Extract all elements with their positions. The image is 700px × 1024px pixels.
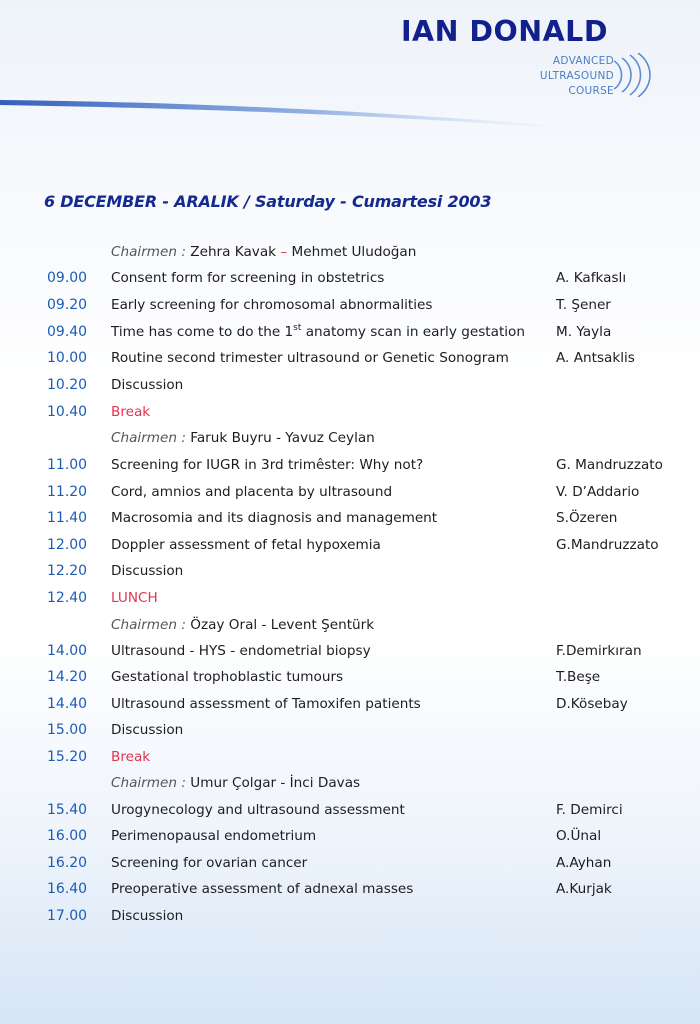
session-row	[0, 802, 700, 828]
session-speaker: G.Mandruzzato	[556, 537, 659, 553]
session-speaker: F.Demirkıran	[556, 643, 642, 659]
session-time: 15.00	[47, 722, 88, 738]
session-speaker: A.Kurjak	[556, 881, 612, 897]
session-topic: Urogynecology and ultrasound assessment	[111, 802, 405, 818]
session-row	[0, 510, 700, 536]
chairmen-text: Chairmen : Faruk Buyru - Yavuz Ceylan	[111, 430, 375, 446]
session-speaker: D.Kösebay	[556, 696, 628, 712]
session-time: 15.40	[47, 802, 88, 818]
session-speaker: F. Demirci	[556, 802, 623, 818]
day-title: 6 DECEMBER - ARALIK / Saturday - Cumartesi 2003	[44, 192, 492, 211]
session-topic: Cord, amnios and placenta by ultrasound	[111, 484, 393, 500]
session-time: 09.20	[47, 297, 88, 313]
ultrasound-waves-icon	[610, 53, 656, 97]
session-speaker: V. D’Addario	[556, 484, 640, 500]
session-row	[0, 537, 700, 563]
session-topic: Gestational trophoblastic tumours	[111, 669, 344, 685]
session-row	[0, 404, 700, 430]
session-time: 17.00	[47, 908, 88, 924]
chairmen-row	[0, 430, 700, 456]
session-topic: Early screening for chromosomal abnormalities	[111, 297, 433, 313]
session-time: 10.40	[47, 404, 88, 420]
brand-subtitle-line: ULTRASOUND	[539, 70, 614, 82]
session-time: 11.20	[47, 484, 88, 500]
session-time: 12.20	[47, 563, 88, 579]
chairmen-text: Chairmen : Özay Oral - Levent Şentürk	[111, 617, 375, 633]
session-topic: Perimenopausal endometrium	[111, 828, 317, 844]
chairmen-row	[0, 775, 700, 801]
chairmen-row	[0, 617, 700, 643]
session-time: 16.20	[47, 855, 88, 871]
session-topic: Discussion	[111, 722, 184, 738]
break-label: Break	[111, 749, 151, 765]
session-row	[0, 350, 700, 376]
session-topic: Screening for ovarian cancer	[111, 855, 308, 871]
session-row	[0, 696, 700, 722]
brand-subtitle	[401, 54, 614, 99]
session-speaker: G. Mandruzzato	[556, 457, 663, 473]
brand-block	[400, 15, 614, 99]
session-time: 14.20	[47, 669, 88, 685]
session-row	[0, 722, 700, 748]
chairmen-text: Chairmen : Zehra Kavak – Mehmet Uludoğan	[111, 244, 417, 260]
session-row	[0, 643, 700, 669]
session-topic: Consent form for screening in obstetrics	[111, 270, 385, 286]
session-time: 12.00	[47, 537, 88, 553]
session-row	[0, 484, 700, 510]
session-speaker: T.Beşe	[556, 669, 601, 685]
session-row	[0, 908, 700, 934]
session-speaker: S.Özeren	[556, 510, 618, 526]
session-speaker: A. Antsaklis	[556, 350, 635, 366]
session-row	[0, 270, 700, 296]
session-row	[0, 828, 700, 854]
lunch-label: LUNCH	[111, 590, 158, 606]
break-label: Break	[111, 404, 151, 420]
session-row	[0, 881, 700, 907]
session-topic: Discussion	[111, 377, 184, 393]
session-topic: Ultrasound - HYS - endometrial biopsy	[111, 643, 371, 659]
session-topic: Discussion	[111, 563, 184, 579]
session-time: 16.00	[47, 828, 88, 844]
session-row	[0, 324, 700, 350]
session-time: 10.00	[47, 350, 88, 366]
session-speaker: M. Yayla	[556, 324, 612, 340]
session-row	[0, 457, 700, 483]
session-row	[0, 297, 700, 323]
session-row	[0, 590, 700, 616]
session-topic: Doppler assessment of fetal hypoxemia	[111, 537, 381, 553]
session-speaker: A.Ayhan	[556, 855, 612, 871]
session-row	[0, 749, 700, 775]
session-speaker: T. Şener	[556, 297, 611, 313]
session-time: 09.40	[47, 324, 88, 340]
session-row	[0, 563, 700, 589]
session-topic: Preoperative assessment of adnexal masses	[111, 881, 414, 897]
session-time: 14.00	[47, 643, 88, 659]
brand-title: IAN DONALD	[400, 15, 608, 48]
session-topic: Ultrasound assessment of Tamoxifen patients	[111, 696, 421, 712]
session-time: 16.40	[47, 881, 88, 897]
session-topic: Macrosomia and its diagnosis and management	[111, 510, 438, 526]
session-topic: Screening for IUGR in 3rd trimêster: Why not?	[111, 457, 424, 473]
chairmen-row	[0, 244, 700, 270]
chairmen-text: Chairmen : Umur Çolgar - İnci Davas	[111, 775, 361, 791]
session-time: 11.40	[47, 510, 88, 526]
session-time: 15.20	[47, 749, 88, 765]
brand-subtitle-line: ADVANCED	[552, 55, 614, 67]
session-time: 10.20	[47, 377, 88, 393]
session-time: 14.40	[47, 696, 88, 712]
session-topic: Time has come to do the 1st anatomy scan in early gestation	[111, 323, 525, 340]
session-row	[0, 669, 700, 695]
session-topic: Routine second trimester ultrasound or Genetic Sonogram	[111, 350, 509, 366]
session-time: 09.00	[47, 270, 88, 286]
session-speaker: O.Ünal	[556, 828, 602, 844]
session-topic: Discussion	[111, 908, 184, 924]
session-time: 12.40	[47, 590, 88, 606]
session-row	[0, 377, 700, 403]
session-time: 11.00	[47, 457, 88, 473]
brand-subtitle-line: COURSE	[568, 85, 614, 97]
session-row	[0, 855, 700, 881]
session-speaker: A. Kafkaslı	[556, 270, 627, 286]
